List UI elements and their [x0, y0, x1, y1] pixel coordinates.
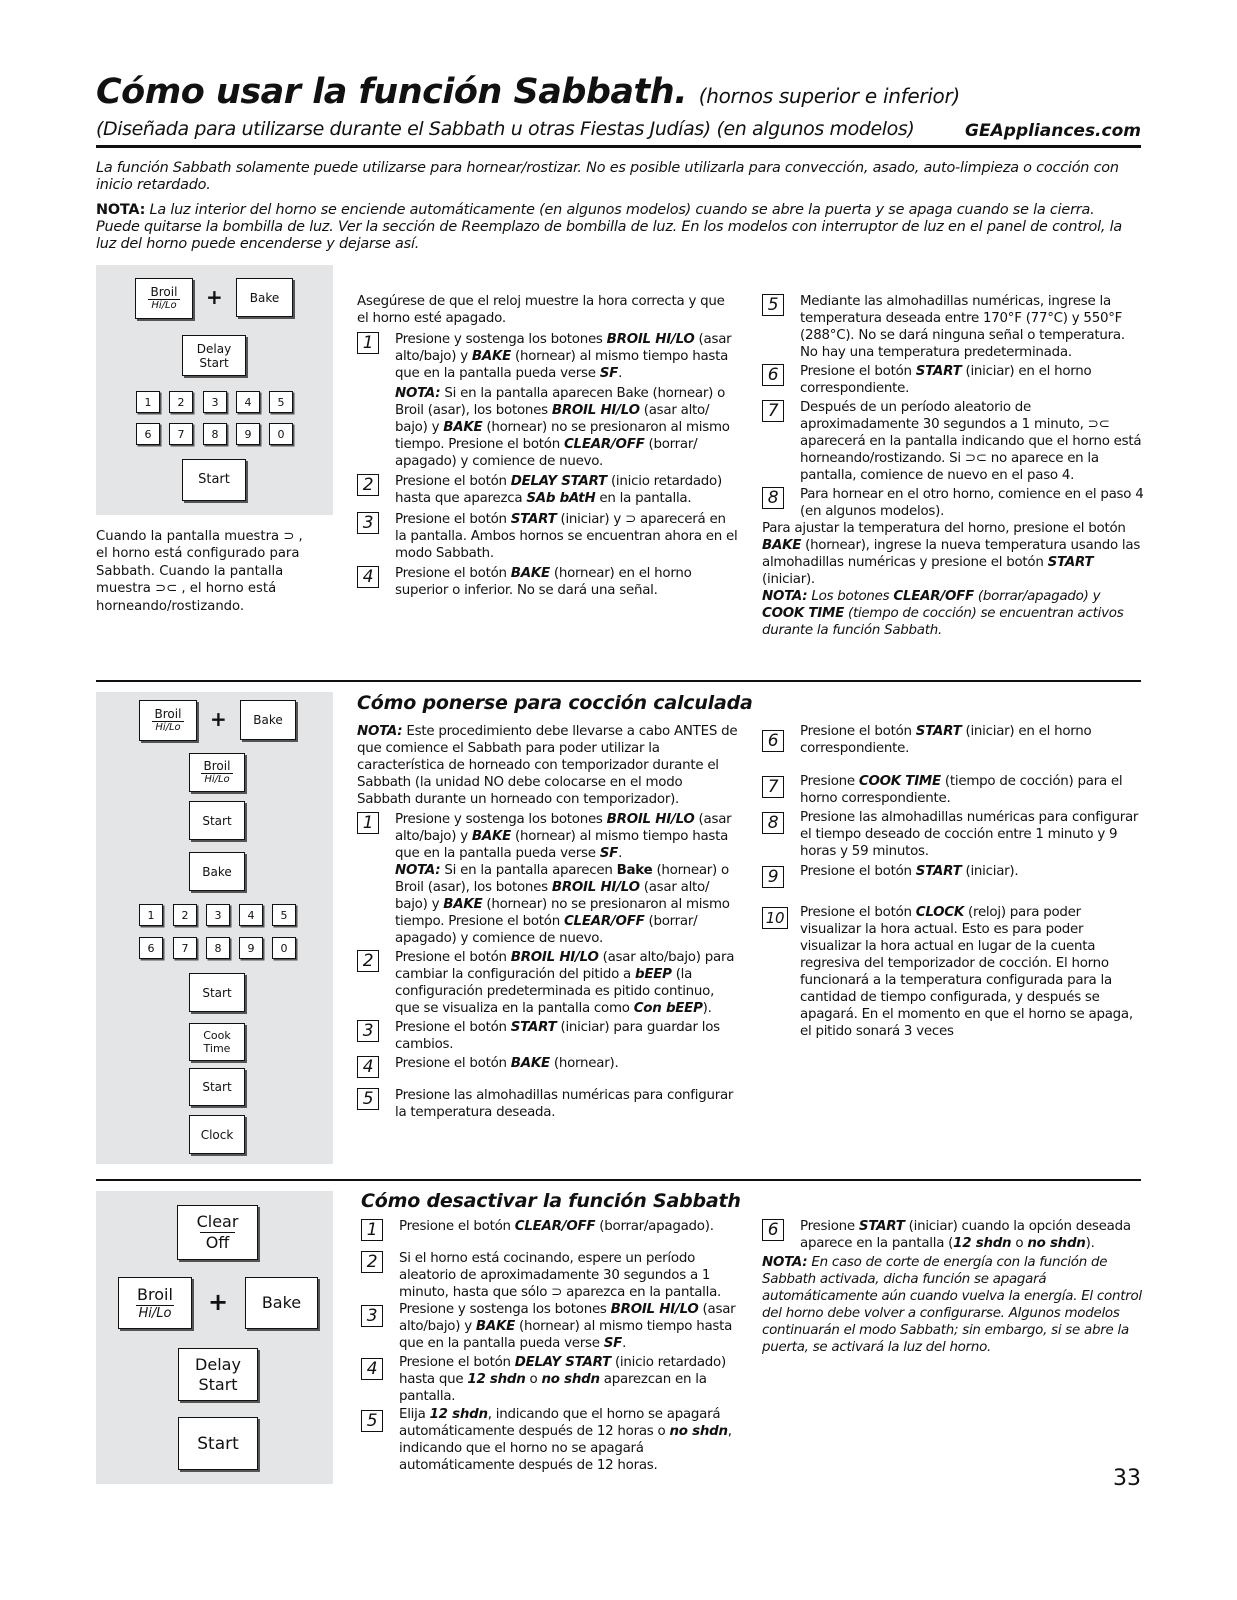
section2-rule — [96, 680, 1141, 682]
digit-key-9: 9 — [236, 423, 260, 445]
step-number: 8 — [762, 812, 784, 834]
section1-step-5: 5 Mediante las almohadillas numéricas, ingrese la temperatura deseada entre 170°F (77°C) y 550°F (288°C). No se dará ninguna señal o temperatura. No hay una temperatura predeterminada. — [762, 293, 1144, 361]
page-subtitle: (Diseñada para utilizarse durante el Sabbath u otras Fiestas Judías) (en algunos modelos) — [96, 118, 915, 140]
digit-key-1: 1 — [139, 904, 163, 926]
page-title-sub: (hornos superior e inferior) — [698, 84, 960, 108]
step-number: 3 — [361, 1305, 383, 1327]
section2-step-8: 8 Presione las almohadillas numéricas para configurar el tiempo deseado de cocción entre 1 minuto y 9 horas y 59 minutos. — [762, 809, 1144, 860]
step-number: 10 — [762, 907, 788, 929]
section3-step-5: 5 Elija 12 shdn, indicando que el horno se apagará automáticamente después de 12 horas o no shdn, indicando que el horno no se apagará automáticamente después de 12 horas. — [361, 1406, 741, 1474]
section3-step-4: 4 Presione el botón DELAY START (inicio retardado) hasta que 12 shdn o no shdn aparezcan en la pantalla. — [361, 1354, 741, 1405]
step-number: 6 — [762, 730, 784, 752]
step-number: 5 — [762, 294, 784, 316]
keypad-panel-2 — [96, 692, 333, 1164]
section3-column-a — [361, 1218, 741, 1474]
section3-step-3: 3 Presione y sostenga los botones BROIL HI/LO (asar alto/bajo) y BAKE (hornear) al mismo tiempo hasta que en la pantalla pueda verse SF. — [361, 1301, 741, 1352]
header-rule — [96, 145, 1141, 148]
section1-column-a — [357, 293, 740, 599]
section1-step-7: 7 Después de un período aleatorio de aproximadamente 30 segundos a 1 minuto, ⊃⊂ aparecerá en la pantalla indicando que el horno está horneando/rostizando. Si ⊃⊂ no aparece en la pantalla, comience de nuevo en el paso 4. — [762, 399, 1144, 484]
start-key: Start — [189, 801, 245, 840]
section2-step-1-note: NOTA: Si en la pantalla aparecen Bake (hornear) o Broil (asar), los botones BROIL HI/LO (asar alto/ bajo) y BAKE (hornear) no se presionaron al mismo tiempo. Presione el botón CLEAR/OFF (borrar/ apagado) y comience de nuevo. — [395, 863, 730, 946]
digit-key-2: 2 — [169, 391, 193, 413]
display-caption: Cuando la pantalla muestra ⊃ , el horno está configurado para Sabbath. Cuando la pantalla muestra ⊃⊂ , el horno está horneando/rostizando. — [96, 529, 303, 614]
page-title: Cómo usar la función Sabbath. (hornos superior e inferior) — [96, 72, 960, 112]
start-key: Start — [178, 1417, 258, 1470]
section1-column-b — [762, 293, 1144, 639]
digit-key-7: 7 — [173, 937, 197, 959]
keypad-panel-1 — [96, 265, 333, 515]
section1-step-1-note: NOTA: Si en la pantalla aparecen Bake (hornear) o Broil (asar), los botones BROIL HI/LO (asar alto/ bajo) y BAKE (hornear) no se presionaron al mismo tiempo. Presione el botón CLEAR/OFF (borrar/ apagado) y comience de nuevo. — [395, 386, 730, 469]
section3-note: NOTA: En caso de corte de energía con la función de Sabbath activada, dicha función se apagará automáticamente aún cuando vuelva la energía. El control del horno debe volver a configurarse. Algunos modelos continuarán el modo Sabbath; sin embargo, si se abre la puerta, se activará la luz del horno. — [762, 1255, 1142, 1355]
section1-step-8: 8 Para hornear en el otro horno, comience en el paso 4 (en algunos modelos). — [762, 486, 1144, 520]
digit-key-0: 0 — [272, 937, 296, 959]
step-number: 4 — [357, 1056, 379, 1078]
digit-key-7: 7 — [169, 423, 193, 445]
step-number: 4 — [357, 566, 379, 588]
digit-key-8: 8 — [203, 423, 227, 445]
step-number: 1 — [357, 332, 379, 354]
section3-step-1: 1 Presione el botón CLEAR/OFF (borrar/apagado). — [361, 1218, 741, 1235]
digit-key-4: 4 — [236, 391, 260, 413]
digit-key-0: 0 — [269, 423, 293, 445]
step-number: 2 — [357, 950, 379, 972]
section2-step-9: 9 Presione el botón START (iniciar). — [762, 863, 1144, 880]
section1-lead: Asegúrese de que el reloj muestre la hora correcta y que el horno esté apagado. — [357, 294, 725, 326]
step-number: 3 — [357, 512, 379, 534]
digit-key-6: 6 — [139, 937, 163, 959]
section1-step-1: 1 Presione y sostenga los botones BROIL HI/LO (asar alto/bajo) y BAKE (hornear) al mismo tiempo hasta que en la pantalla pueda verse SF. NOTA: Si en la pantalla aparecen Bake (hornear) o Broil (asar), los botones BROIL HI/LO (asar alto/ bajo) y BAKE (hornear) no se presionaron al mismo tiempo. Presione el botón CLEAR/OFF (borrar/ apagado) y comience de nuevo. — [357, 331, 740, 470]
keypad-panel-3 — [96, 1191, 333, 1484]
site-url: GEAppliances.com — [965, 121, 1141, 141]
broil-hilo-key: Broil Hi/Lo — [118, 1277, 192, 1329]
section3-heading: Cómo desactivar la función Sabbath — [361, 1190, 741, 1212]
start-key-3: Start — [189, 1068, 245, 1106]
digit-key-3: 3 — [203, 391, 227, 413]
bake-key-2: Bake — [189, 852, 245, 891]
step-number: 7 — [762, 400, 784, 422]
section2-step-6: 6 Presione el botón START (iniciar) en el horno correspondiente. — [762, 723, 1144, 757]
clock-key: Clock — [189, 1115, 245, 1154]
section2-step-4: 4 Presione el botón BAKE (hornear). — [357, 1055, 740, 1072]
section1-step-2: 2 Presione el botón DELAY START (inicio retardado) hasta que aparezca SAb bAtH en la pantalla. — [357, 473, 740, 507]
clear-off-key: Clear Off — [177, 1205, 258, 1260]
digit-key-2: 2 — [173, 904, 197, 926]
digit-key-9: 9 — [239, 937, 263, 959]
section2-step-5: 5 Presione las almohadillas numéricas para configurar la temperatura deseada. — [357, 1087, 740, 1121]
step-number: 5 — [361, 1410, 383, 1432]
section1-note: NOTA: Los botones CLEAR/OFF (borrar/apagado) y COOK TIME (tiempo de cocción) se encuentran activos durante la función Sabbath. — [762, 589, 1124, 638]
digit-key-5: 5 — [272, 904, 296, 926]
digit-key-3: 3 — [206, 904, 230, 926]
bake-key: Bake — [245, 1277, 318, 1329]
plus-sign: + — [210, 707, 227, 731]
step-number: 7 — [762, 776, 784, 798]
section3-step-6: 6 Presione START (iniciar) cuando la opción deseada aparece en la pantalla (12 shdn o no shdn). — [762, 1218, 1144, 1252]
start-key-2: Start — [189, 973, 245, 1012]
broil-hilo-key-2: Broil Hi/Lo — [189, 753, 245, 792]
bake-key: Bake — [240, 700, 296, 740]
section2-step-10: 10 Presione el botón CLOCK (reloj) para poder visualizar la hora actual. Esto es para poder visualizar la hora actual en lugar de la cuenta regresiva del temporizador de cocción. El horno funcionará a la temperatura configurada para la cantidad de tiempo configurada, y después se apagará. En el momento en que el horno se apaga, el pitido sonará 3 veces — [762, 904, 1144, 1040]
step-number: 2 — [357, 474, 379, 496]
step-number: 6 — [762, 1219, 784, 1241]
step-number: 1 — [361, 1219, 383, 1241]
page-number: 33 — [1113, 1466, 1141, 1491]
intro-paragraph: La función Sabbath solamente puede utilizarse para hornear/rostizar. No es posible utilizarla para convección, asado, auto-limpieza o cocción con inicio retardado. — [96, 160, 1119, 193]
section2-note: NOTA: Este procedimiento debe llevarse a cabo ANTES de que comience el Sabbath para poder utilizar la característica de horneado con temporizador durante el Sabbath (la unidad NO debe colocarse en el modo Sabbath durante un horneado con temporizador). — [357, 724, 738, 807]
digit-key-6: 6 — [136, 423, 160, 445]
section2-heading: Cómo ponerse para cocción calculada — [357, 692, 753, 714]
step-number: 3 — [357, 1020, 379, 1042]
section1-step-4: 4 Presione el botón BAKE (hornear) en el horno superior o inferior. No se dará una señal. — [357, 565, 740, 599]
section2-step-7: 7 Presione COOK TIME (tiempo de cocción) para el horno correspondiente. — [762, 773, 1144, 807]
step-number: 9 — [762, 866, 784, 888]
digit-key-1: 1 — [136, 391, 160, 413]
section1-step-6: 6 Presione el botón START (iniciar) en el horno correspondiente. — [762, 363, 1144, 397]
step-number: 5 — [357, 1088, 379, 1110]
digit-key-5: 5 — [269, 391, 293, 413]
section2-column-a — [357, 723, 740, 1121]
section3-rule — [96, 1179, 1141, 1181]
digit-key-8: 8 — [206, 937, 230, 959]
delay-start-key: Delay Start — [178, 1348, 258, 1401]
step-number: 4 — [361, 1358, 383, 1380]
plus-sign: + — [206, 285, 223, 309]
broil-hilo-key: Broil Hi/Lo — [135, 278, 193, 319]
bake-key: Bake — [236, 278, 293, 317]
step-number: 8 — [762, 487, 784, 509]
intro-note: NOTA: La luz interior del horno se enciende automáticamente (en algunos modelos) cuando se abre la puerta y se apaga cuando se la cierra. Puede quitarse la bombilla de luz. Ver la sección de Reemplazo de bombilla de luz. En los modelos con interruptor de luz en el panel de control, la luz del horno puede encenderse y dejarse así. — [96, 202, 1123, 252]
section2-step-1: 1 Presione y sostenga los botones BROIL HI/LO (asar alto/bajo) y BAKE (hornear) al mismo tiempo hasta que en la pantalla pueda verse SF. NOTA: Si en la pantalla aparecen Bake (hornear) o Broil (asar), los botones BROIL HI/LO (asar alto/ bajo) y BAKE (hornear) no se presionaron al mismo tiempo. Presione el botón CLEAR/OFF (borrar/ apagado) y comience de nuevo. — [357, 811, 740, 947]
step-number: 2 — [361, 1251, 383, 1273]
section1-adjust: Para ajustar la temperatura del horno, presione el botón BAKE (hornear), ingrese la nueva temperatura usando las almohadillas numéricas y presione el botón START (iniciar). — [762, 521, 1141, 587]
step-number: 6 — [762, 364, 784, 386]
start-key: Start — [182, 459, 246, 501]
section2-step-3: 3 Presione el botón START (iniciar) para guardar los cambios. — [357, 1019, 740, 1053]
delay-start-key: Delay Start — [182, 335, 246, 376]
plus-sign: + — [208, 1288, 229, 1316]
section1-step-3: 3 Presione el botón START (iniciar) y ⊃ aparecerá en la pantalla. Ambos hornos se encuentran ahora en el modo Sabbath. — [357, 511, 740, 562]
section3-column-b — [762, 1218, 1144, 1356]
step-number: 1 — [357, 812, 379, 834]
digit-key-4: 4 — [239, 904, 263, 926]
section3-step-2: 2 Si el horno está cocinando, espere un período aleatorio de aproximadamente 30 segundos a 1 minuto, hasta que sólo ⊃ aparezca en la pantalla. — [361, 1250, 741, 1301]
section2-step-2: 2 Presione el botón BROIL HI/LO (asar alto/bajo) para cambiar la configuración del pitido a bEEP (la configuración predeterminada es pitido continuo, que se visualiza en la pantalla como Con bEEP). — [357, 949, 740, 1017]
section2-column-b — [762, 723, 1144, 1040]
broil-hilo-key: Broil Hi/Lo — [139, 700, 197, 741]
cook-time-key: Cook Time — [189, 1023, 245, 1061]
